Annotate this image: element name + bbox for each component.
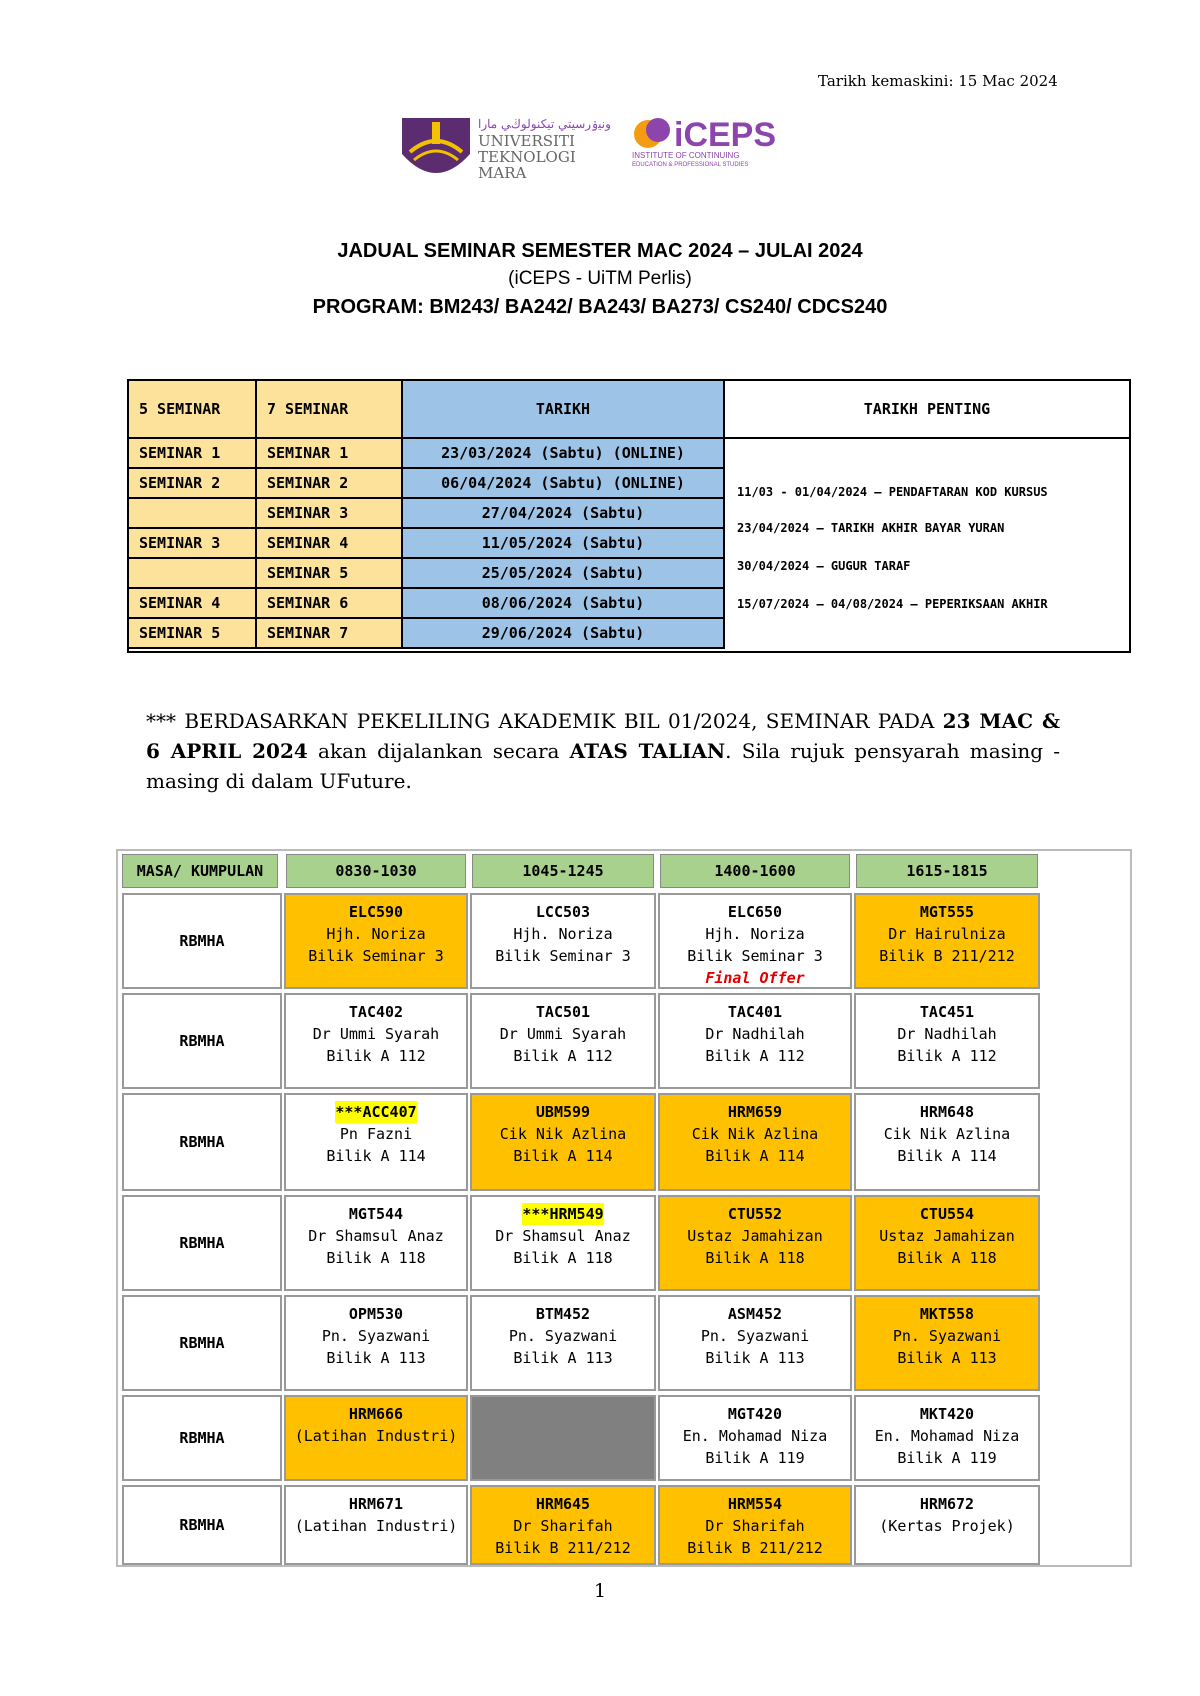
class-slot <box>658 1395 852 1481</box>
course-code: CTU554 <box>919 1205 975 1223</box>
important-date-item: 11/03 - 01/04/2024 – PENDAFTARAN KOD KURSUS <box>737 485 1048 499</box>
important-date-item: 15/07/2024 – 04/08/2024 – PEPERIKSAAN AKHIR <box>737 597 1048 611</box>
seminar-7-cell: SEMINAR 2 <box>257 469 403 499</box>
header-group: MASA/ KUMPULAN <box>122 854 278 888</box>
course-code: MKT558 <box>919 1305 975 1323</box>
class-slot <box>284 1093 468 1191</box>
group-label: RBMHA <box>122 1195 282 1291</box>
course-code: HRM648 <box>919 1103 975 1121</box>
class-slot <box>284 1485 468 1565</box>
seminar-date-cell: 08/06/2024 (Sabtu) <box>403 589 725 619</box>
lecturer-name: Hjh. Noriza <box>326 925 426 943</box>
course-code: MGT555 <box>919 903 975 921</box>
lecturer-name: (Latihan Industri) <box>294 1427 458 1445</box>
room-name: Bilik A 119 <box>897 1449 997 1467</box>
header-timeslot: 1045-1245 <box>472 854 654 888</box>
seminar-5-cell <box>129 559 257 589</box>
lecturer-name: Dr Nadhilah <box>705 1025 805 1043</box>
room-name: Bilik A 114 <box>513 1147 613 1165</box>
document-subtitle: (iCEPS - UiTM Perlis) <box>508 268 692 289</box>
seminar-5-cell: SEMINAR 3 <box>129 529 257 559</box>
seminar-date-cell: 25/05/2024 (Sabtu) <box>403 559 725 589</box>
course-code: ***ACC407 <box>335 1103 417 1121</box>
class-slot <box>470 893 656 989</box>
page-number: 1 <box>593 1580 607 1602</box>
svg-text:MARA: MARA <box>478 164 527 182</box>
class-slot <box>658 1093 852 1191</box>
seminar-7-cell: SEMINAR 5 <box>257 559 403 589</box>
header-timeslot: 1400-1600 <box>660 854 850 888</box>
room-name: Bilik A 118 <box>705 1249 805 1267</box>
course-code: MKT420 <box>919 1405 975 1423</box>
room-name: Bilik Seminar 3 <box>687 947 823 965</box>
room-name: Bilik A 114 <box>897 1147 997 1165</box>
group-label: RBMHA <box>122 1485 282 1565</box>
class-slot <box>284 893 468 989</box>
course-code: MGT420 <box>727 1405 783 1423</box>
course-code: ***HRM549 <box>522 1205 604 1223</box>
class-slot <box>854 1195 1040 1291</box>
course-code: HRM659 <box>727 1103 783 1121</box>
class-slot <box>284 1395 468 1481</box>
seminar-7-cell: SEMINAR 6 <box>257 589 403 619</box>
lecturer-name: Cik Nik Azlina <box>883 1125 1011 1143</box>
course-code: ELC650 <box>727 903 783 921</box>
seminar-date-cell: 11/05/2024 (Sabtu) <box>403 529 725 559</box>
uitm-emblem-icon <box>400 114 610 184</box>
class-slot <box>854 1295 1040 1391</box>
course-code: HRM666 <box>348 1405 404 1423</box>
room-name: Bilik A 113 <box>513 1349 613 1367</box>
lecturer-name: En. Mohamad Niza <box>874 1427 1020 1445</box>
uitm-logo <box>400 114 610 184</box>
program-line: PROGRAM: BM243/ BA242/ BA243/ BA273/ CS240/ CDCS240 <box>312 296 888 318</box>
course-code: TAC451 <box>919 1003 975 1021</box>
room-name: Bilik A 114 <box>705 1147 805 1165</box>
important-date-item: 30/04/2024 – GUGUR TARAF <box>737 559 911 573</box>
room-name: Bilik A 112 <box>326 1047 426 1065</box>
room-name: Bilik Seminar 3 <box>495 947 631 965</box>
lecturer-name: Pn. Syazwani <box>892 1327 1002 1345</box>
notice-dates: 23 MAC & 6 APRIL 2024 <box>146 709 1060 763</box>
group-label: RBMHA <box>122 893 282 989</box>
class-slot <box>284 1295 468 1391</box>
header-tarikh: TARIKH <box>403 381 725 439</box>
header-timeslot: 0830-1030 <box>286 854 466 888</box>
course-code: TAC401 <box>727 1003 783 1021</box>
svg-text:ﻳﻮﻧﻴۏﺭﺳﻴﺘﻲ ﺗﻴﻜﻨﻮﻟﻮڬﻲ ﻣﺎﺭﺍ: ﻳﻮﻧﻴۏﺭﺳﻴﺘﻲ ﺗﻴﻜﻨﻮﻟﻮڬﻲ ﻣﺎﺭﺍ <box>478 117 610 131</box>
room-name: Bilik A 112 <box>513 1047 613 1065</box>
final-offer-note: Final Offer <box>705 969 805 987</box>
class-slot <box>470 1485 656 1565</box>
room-name: Bilik A 114 <box>326 1147 426 1165</box>
course-code: TAC501 <box>535 1003 591 1021</box>
svg-text:UNIVERSITI: UNIVERSITI <box>478 132 575 150</box>
lecturer-name: Ustaz Jamahizan <box>687 1227 823 1245</box>
room-name: Bilik B 211/212 <box>687 1539 823 1557</box>
class-slot <box>854 993 1040 1089</box>
class-timetable <box>116 849 1132 1567</box>
header-5-seminar: 5 SEMINAR <box>129 381 257 439</box>
svg-text:iCEPS: iCEPS <box>674 116 777 154</box>
class-slot <box>470 1295 656 1391</box>
course-code: HRM554 <box>727 1495 783 1513</box>
lecturer-name: Dr Nadhilah <box>897 1025 997 1043</box>
room-name: Bilik Seminar 3 <box>308 947 444 965</box>
seminar-date-cell: 23/03/2024 (Sabtu) (ONLINE) <box>403 439 725 469</box>
lecturer-name: Hjh. Noriza <box>513 925 613 943</box>
lecturer-name: Pn Fazni <box>339 1125 413 1143</box>
lecturer-name: Hjh. Noriza <box>705 925 805 943</box>
seminar-date-cell: 29/06/2024 (Sabtu) <box>403 619 725 649</box>
seminar-5-cell: SEMINAR 2 <box>129 469 257 499</box>
seminar-7-cell: SEMINAR 7 <box>257 619 403 649</box>
iceps-emblem-icon <box>628 112 808 168</box>
course-code: BTM452 <box>535 1305 591 1323</box>
important-dates-box <box>725 439 1129 651</box>
seminar-5-cell: SEMINAR 4 <box>129 589 257 619</box>
room-name: Bilik A 112 <box>897 1047 997 1065</box>
seminar-7-cell: SEMINAR 3 <box>257 499 403 529</box>
room-name: Bilik B 211/212 <box>495 1539 631 1557</box>
class-slot <box>854 1093 1040 1191</box>
seminar-5-cell: SEMINAR 5 <box>129 619 257 649</box>
lecturer-name: (Kertas Projek) <box>879 1517 1015 1535</box>
course-code: MGT544 <box>348 1205 404 1223</box>
course-code: TAC402 <box>348 1003 404 1021</box>
empty-slot <box>470 1395 656 1481</box>
class-slot <box>658 893 852 989</box>
document-title: JADUAL SEMINAR SEMESTER MAC 2024 – JULAI 2024 <box>337 240 863 262</box>
course-code: OPM530 <box>348 1305 404 1323</box>
important-date-item: 23/04/2024 – TARIKH AKHIR BAYAR YURAN <box>737 521 1005 535</box>
course-code: HRM645 <box>535 1495 591 1513</box>
seminar-5-cell <box>129 499 257 529</box>
class-slot <box>284 1195 468 1291</box>
room-name: Bilik A 112 <box>705 1047 805 1065</box>
class-slot <box>658 993 852 1089</box>
lecturer-name: En. Mohamad Niza <box>682 1427 828 1445</box>
seminar-7-cell: SEMINAR 1 <box>257 439 403 469</box>
room-name: Bilik A 118 <box>513 1249 613 1267</box>
svg-text:INSTITUTE OF CONTINUING: INSTITUTE OF CONTINUING <box>632 151 740 160</box>
class-slot <box>658 1295 852 1391</box>
course-code: HRM672 <box>919 1495 975 1513</box>
lecturer-name: Pn. Syazwani <box>700 1327 810 1345</box>
course-code: CTU552 <box>727 1205 783 1223</box>
class-slot <box>658 1195 852 1291</box>
header-tarikh-penting: TARIKH PENTING <box>725 381 1129 439</box>
svg-text:TEKNOLOGI: TEKNOLOGI <box>478 148 576 166</box>
lecturer-name: Dr Shamsul Anaz <box>308 1227 444 1245</box>
room-name: Bilik A 118 <box>326 1249 426 1267</box>
room-name: Bilik A 119 <box>705 1449 805 1467</box>
class-slot <box>658 1485 852 1565</box>
lecturer-name: Dr Sharifah <box>705 1517 805 1535</box>
lecturer-name: (Latihan Industri) <box>294 1517 458 1535</box>
room-name: Bilik A 113 <box>897 1349 997 1367</box>
seminar-schedule-table <box>127 379 1131 653</box>
lecturer-name: Pn. Syazwani <box>508 1327 618 1345</box>
group-label: RBMHA <box>122 1295 282 1391</box>
lecturer-name: Ustaz Jamahizan <box>879 1227 1015 1245</box>
seminar-5-cell: SEMINAR 1 <box>129 439 257 469</box>
seminar-date-cell: 27/04/2024 (Sabtu) <box>403 499 725 529</box>
course-code: UBM599 <box>535 1103 591 1121</box>
lecturer-name: Dr Ummi Syarah <box>312 1025 440 1043</box>
course-code: ELC590 <box>348 903 404 921</box>
seminar-7-cell: SEMINAR 4 <box>257 529 403 559</box>
class-slot <box>470 1093 656 1191</box>
course-code: LCC503 <box>535 903 591 921</box>
room-name: Bilik A 118 <box>897 1249 997 1267</box>
class-slot <box>284 993 468 1089</box>
notice-text: akan dijalankan secara <box>307 739 570 763</box>
header-timeslot: 1615-1815 <box>856 854 1038 888</box>
notice-text: *** BERDASARKAN PEKELILING AKADEMIK BIL 01/2024, SEMINAR PADA <box>146 709 943 733</box>
class-slot <box>854 1395 1040 1481</box>
lecturer-name: Cik Nik Azlina <box>499 1125 627 1143</box>
online-seminar-notice <box>146 706 1060 796</box>
svg-text:EDUCATION & PROFESSIONAL STUDI: EDUCATION & PROFESSIONAL STUDIES <box>632 162 749 168</box>
lecturer-name: Dr Hairulniza <box>888 925 1006 943</box>
room-name: Bilik A 113 <box>326 1349 426 1367</box>
lecturer-name: Dr Sharifah <box>513 1517 613 1535</box>
room-name: Bilik B 211/212 <box>879 947 1015 965</box>
lecturer-name: Cik Nik Azlina <box>691 1125 819 1143</box>
lecturer-name: Dr Ummi Syarah <box>499 1025 627 1043</box>
last-updated-text: Tarikh kemaskini: 15 Mac 2024 <box>818 72 1058 90</box>
room-name: Bilik A 113 <box>705 1349 805 1367</box>
notice-mode: ATAS TALIAN <box>569 739 726 763</box>
course-code: ASM452 <box>727 1305 783 1323</box>
lecturer-name: Dr Shamsul Anaz <box>495 1227 631 1245</box>
class-slot <box>854 893 1040 989</box>
class-slot <box>470 993 656 1089</box>
header-7-seminar: 7 SEMINAR <box>257 381 403 439</box>
group-label: RBMHA <box>122 1395 282 1481</box>
course-code: HRM671 <box>348 1495 404 1513</box>
class-slot <box>854 1485 1040 1565</box>
group-label: RBMHA <box>122 993 282 1089</box>
group-label: RBMHA <box>122 1093 282 1191</box>
class-slot <box>470 1195 656 1291</box>
notice-text: . Sila rujuk pensyarah masing - masing di dalam UFuture. <box>146 739 1060 793</box>
lecturer-name: Pn. Syazwani <box>321 1327 431 1345</box>
iceps-logo <box>628 112 808 168</box>
seminar-date-cell: 06/04/2024 (Sabtu) (ONLINE) <box>403 469 725 499</box>
